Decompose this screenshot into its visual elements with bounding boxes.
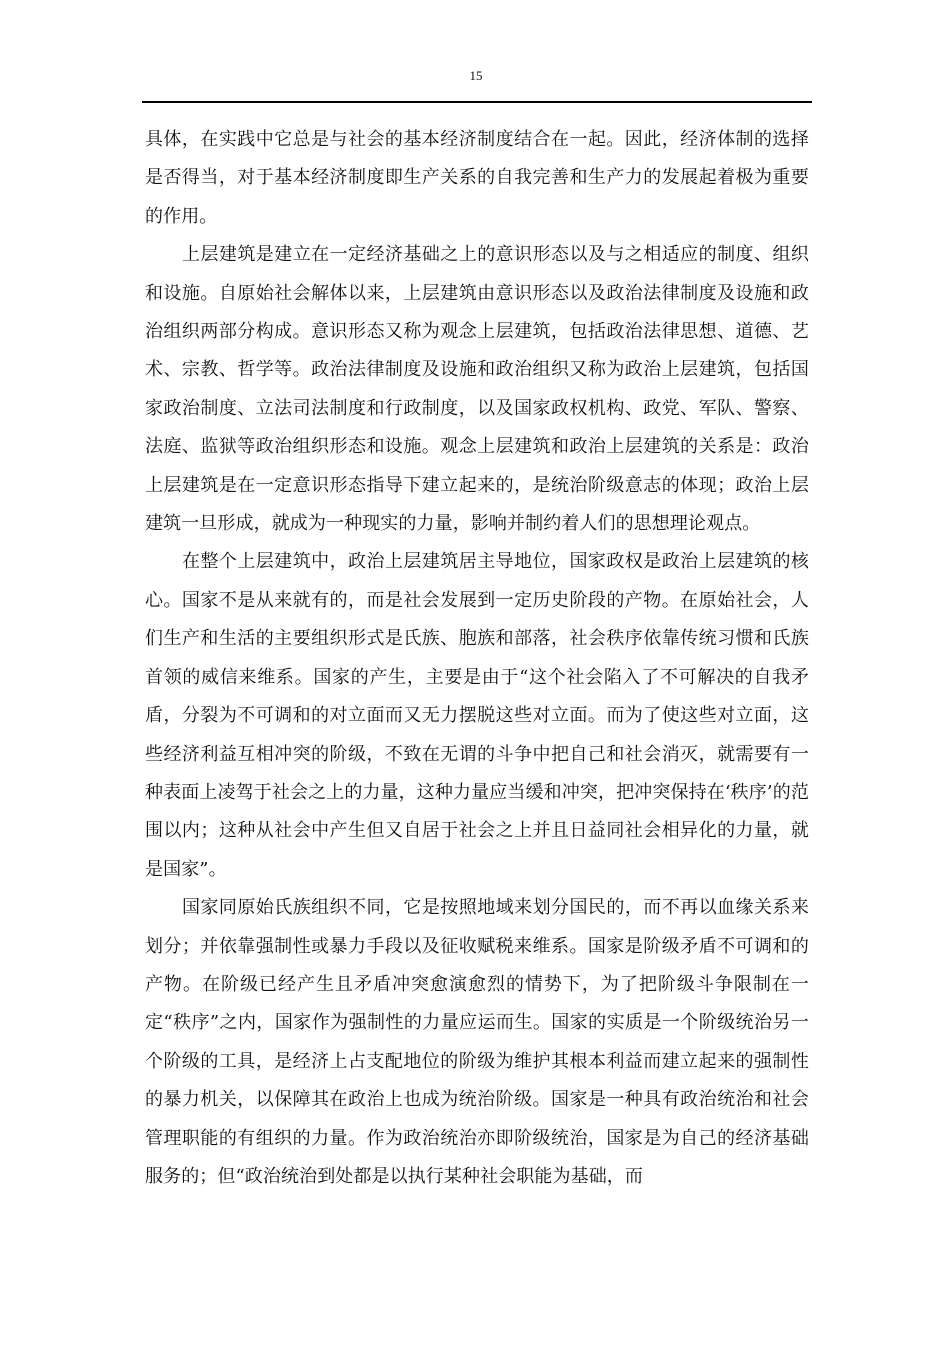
header-rule — [142, 101, 812, 103]
paragraph-superstructure: 上层建筑是建立在一定经济基础之上的意识形态以及与之相适应的制度、组织和设施。自原始社会解体以来，上层建筑由意识形态以及政治法律制度及设施和政治组织两部分构成。意识形态又称为观念上层建筑，包括政治法律思想、道德、艺术、宗教、哲学等。政治法律制度及设施和政治组织又称为政治上层建筑，包括国家政治制度、立法司法制度和行政制度，以及国家政权机构、政党、军队、警察、法庭、监狱等政治组织形态和设施。观念上层建筑和政治上层建筑的关系是：政治上层建筑是在一定意识形态指导下建立起来的，是统治阶级意志的体现；政治上层建筑一旦形成，就成为一种现实的力量，影响并制约着人们的思想理论观点。 — [145, 244, 809, 535]
paragraph-state-origin: 在整个上层建筑中，政治上层建筑居主导地位，国家政权是政治上层建筑的核心。国家不是从来就有的，而是社会发展到一定历史阶段的产物。在原始社会，人们生产和生活的主要组织形式是氏族、胞族和部落，社会秩序依靠传统习惯和氏族首领的威信来维系。国家的产生，主要是由于“这个社会陷入了不可解决的自我矛盾，分裂为不可调和的对立面而又无力摆脱这些对立面。而为了使这些对立面，这些经济利益互相冲突的阶级，不致在无谓的斗争中把自己和社会消灭，就需要有一种表面上凌驾于社会之上的力量，这种力量应当缓和冲突，把冲突保持在‘秩序’的范围以内；这种从社会中产生但又自居于社会之上并且日益同社会相异化的力量，就是国家”。 — [145, 551, 809, 880]
paragraph-continuation: 具体，在实践中它总是与社会的基本经济制度结合在一起。因此，经济体制的选择是否得当，对于基本经济制度即生产关系的自我完善和生产力的发展起着极为重要的作用。 — [145, 129, 809, 227]
page-number: 15 — [469, 68, 483, 83]
paragraph-state-nature: 国家同原始氏族组织不同，它是按照地域来划分国民的，而不再以血缘关系来划分；并依靠强制性或暴力手段以及征收赋税来维系。国家是阶级矛盾不可调和的产物。在阶级已经产生且矛盾冲突愈演愈烈的情势下，为了把阶级斗争限制在一定“秩序”之内，国家作为强制性的力量应运而生。国家的实质是一个阶级统治另一个阶级的工具，是经济上占支配地位的阶级为维护其根本利益而建立起来的强制性的暴力机关，以保障其在政治上也成为统治阶级。国家是一种具有政治统治和社会管理职能的有组织的力量。作为政治统治亦即阶级统治，国家是为自己的经济基础服务的；但“政治统治到处都是以执行某种社会职能为基础，而 — [145, 897, 809, 1187]
body-text — [145, 121, 809, 1196]
